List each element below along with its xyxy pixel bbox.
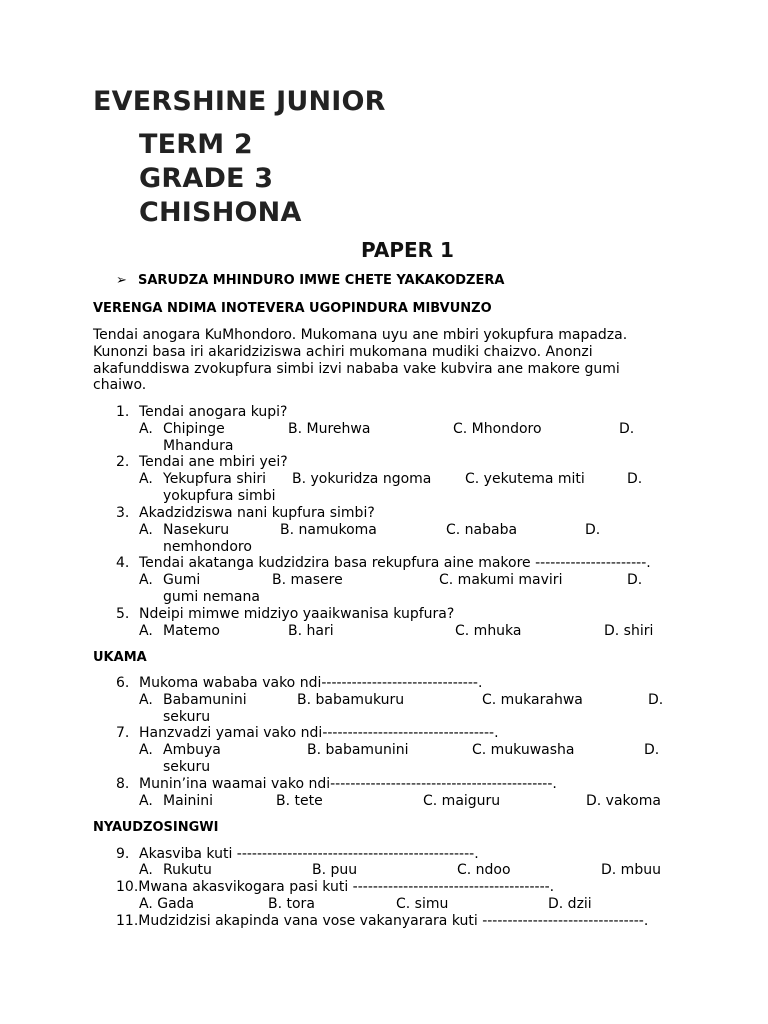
question-text: Tendai ane mbiri yei?	[139, 454, 288, 470]
option-d-letter: D.	[644, 742, 660, 758]
question-7	[116, 725, 499, 742]
question-6	[116, 675, 482, 692]
option-c: C. mhuka	[455, 623, 522, 639]
option-c: C. Mhondoro	[453, 421, 542, 437]
subject-heading: CHISHONA	[139, 197, 302, 228]
question-text: Tendai anogara kupi?	[139, 404, 288, 420]
option-d-letter: D.	[585, 522, 601, 538]
option-b: B. tora	[268, 896, 315, 912]
question-number: 4.	[116, 555, 130, 571]
question-number: 5.	[116, 606, 130, 622]
option-d: sekuru	[163, 709, 211, 725]
option-b: B. babamukuru	[297, 692, 405, 708]
option-c: C. simu	[396, 896, 449, 912]
option-a: Gumi	[163, 572, 201, 588]
question-8	[116, 776, 557, 793]
passage-line: akafunddiswa zvokupfura simbi izvi nababa vake kubvira ane makore gumi	[93, 360, 620, 377]
option-letter: A.	[139, 522, 153, 538]
option-letter: A.	[139, 471, 153, 487]
question-9	[116, 846, 479, 863]
question-text: Akasviba kuti -----------------------------------------------.	[139, 846, 479, 862]
instruction	[116, 273, 504, 288]
question-4	[116, 555, 651, 572]
option-d-letter: D.	[627, 471, 643, 487]
question-number: 8.	[116, 776, 130, 792]
question-number: 11.	[116, 913, 139, 929]
question-11	[116, 913, 648, 930]
question-number: 6.	[116, 675, 130, 691]
option-a: Mainini	[163, 793, 214, 809]
option-b: B. puu	[312, 862, 358, 878]
question-10	[116, 879, 554, 896]
option-c: C. yekutema miti	[465, 471, 585, 487]
option-b: B. Murehwa	[288, 421, 371, 437]
question-number: 9.	[116, 846, 130, 862]
option-letter: A.	[139, 692, 153, 708]
question-number: 3.	[116, 505, 130, 521]
question-text: Tendai akatanga kudzidzira basa rekupfura aine makore ----------------------.	[139, 555, 651, 571]
option-a: Ambuya	[163, 742, 221, 758]
option-d-letter: D.	[619, 421, 635, 437]
instruction-text: SARUDZA MHINDURO IMWE CHETE YAKAKODZERA	[138, 273, 505, 288]
option-a: Rukutu	[163, 862, 212, 878]
passage-line: Kunonzi basa iri akaridziziswa achiri mukomana mudiki chaizvo. Anonzi	[93, 343, 593, 360]
question-number: 1.	[116, 404, 130, 420]
grade-heading: GRADE 3	[139, 163, 274, 194]
comprehension-heading: VERENGA NDIMA INOTEVERA UGOPINDURA MIBVUNZO	[93, 301, 492, 316]
ukama-heading: UKAMA	[93, 650, 147, 665]
passage-line: chaiwo.	[93, 377, 147, 394]
question-5	[116, 606, 454, 623]
question-number: 10.	[116, 879, 139, 895]
option-c: C. makumi maviri	[439, 572, 563, 588]
option-c: C. nababa	[446, 522, 518, 538]
option-d-letter: D.	[648, 692, 664, 708]
option-d: D. vakoma	[586, 793, 661, 809]
term-heading: TERM 2	[139, 129, 253, 160]
option-letter: A.	[139, 742, 153, 758]
option-d: D. shiri	[604, 623, 654, 639]
option-letter: A.	[139, 421, 153, 437]
option-a: Chipinge	[163, 421, 225, 437]
option-d: sekuru	[163, 759, 211, 775]
question-text: Mudzidzisi akapinda vana vose vakanyarara kuti --------------------------------.	[138, 913, 649, 929]
question-number: 7.	[116, 725, 130, 741]
question-number: 2.	[116, 454, 130, 470]
question-text: Ndeipi mimwe midziyo yaaikwanisa kupfura?	[139, 606, 455, 622]
option-c: C. maiguru	[423, 793, 501, 809]
question-text: Mwana akasvikogara pasi kuti ---------------------------------------.	[138, 879, 555, 895]
option-letter: A.	[139, 793, 153, 809]
option-d-letter: D.	[627, 572, 643, 588]
question-3	[116, 505, 375, 522]
question-text: Munin’ina waamai vako ndi--------------------------------------------.	[139, 776, 557, 792]
option-b: B. masere	[272, 572, 343, 588]
option-a: Nasekuru	[163, 522, 230, 538]
option-a: Matemo	[163, 623, 220, 639]
nyaudzosingwi-heading: NYAUDZOSINGWI	[93, 820, 219, 835]
option-b: B. tete	[276, 793, 323, 809]
option-d: yokupfura simbi	[163, 488, 276, 504]
option-letter: A.	[139, 623, 153, 639]
option-d: Mhandura	[163, 438, 234, 454]
question-text: Mukoma wababa vako ndi-------------------------------.	[139, 675, 483, 691]
arrow-bullet-icon: ➢	[116, 273, 127, 288]
school-name: EVERSHINE JUNIOR	[93, 86, 386, 117]
option-d: nemhondoro	[163, 539, 252, 555]
option-a: A. Gada	[139, 896, 195, 912]
option-a: Babamunini	[163, 692, 247, 708]
option-b: B. yokuridza ngoma	[292, 471, 432, 487]
question-1	[116, 404, 288, 421]
question-text: Hanzvadzi yamai vako ndi----------------------------------.	[139, 725, 499, 741]
question-text: Akadzidziswa nani kupfura simbi?	[139, 505, 375, 521]
option-b: B. hari	[288, 623, 334, 639]
option-b: B. babamunini	[307, 742, 409, 758]
paper-title: PAPER 1	[361, 238, 454, 262]
question-2	[116, 454, 288, 471]
option-b: B. namukoma	[280, 522, 377, 538]
reading-passage	[93, 327, 653, 394]
option-letter: A.	[139, 862, 153, 878]
option-d: D. mbuu	[601, 862, 661, 878]
option-d: D. dzii	[548, 896, 592, 912]
option-c: C. mukarahwa	[482, 692, 583, 708]
option-c: C. ndoo	[457, 862, 511, 878]
option-letter: A.	[139, 572, 153, 588]
passage-line: Tendai anogara KuMhondoro. Mukomana uyu ane mbiri yokupfura mapadza.	[93, 327, 628, 343]
option-d: gumi nemana	[163, 589, 260, 605]
option-c: C. mukuwasha	[472, 742, 575, 758]
option-a: Yekupfura shiri	[163, 471, 267, 487]
